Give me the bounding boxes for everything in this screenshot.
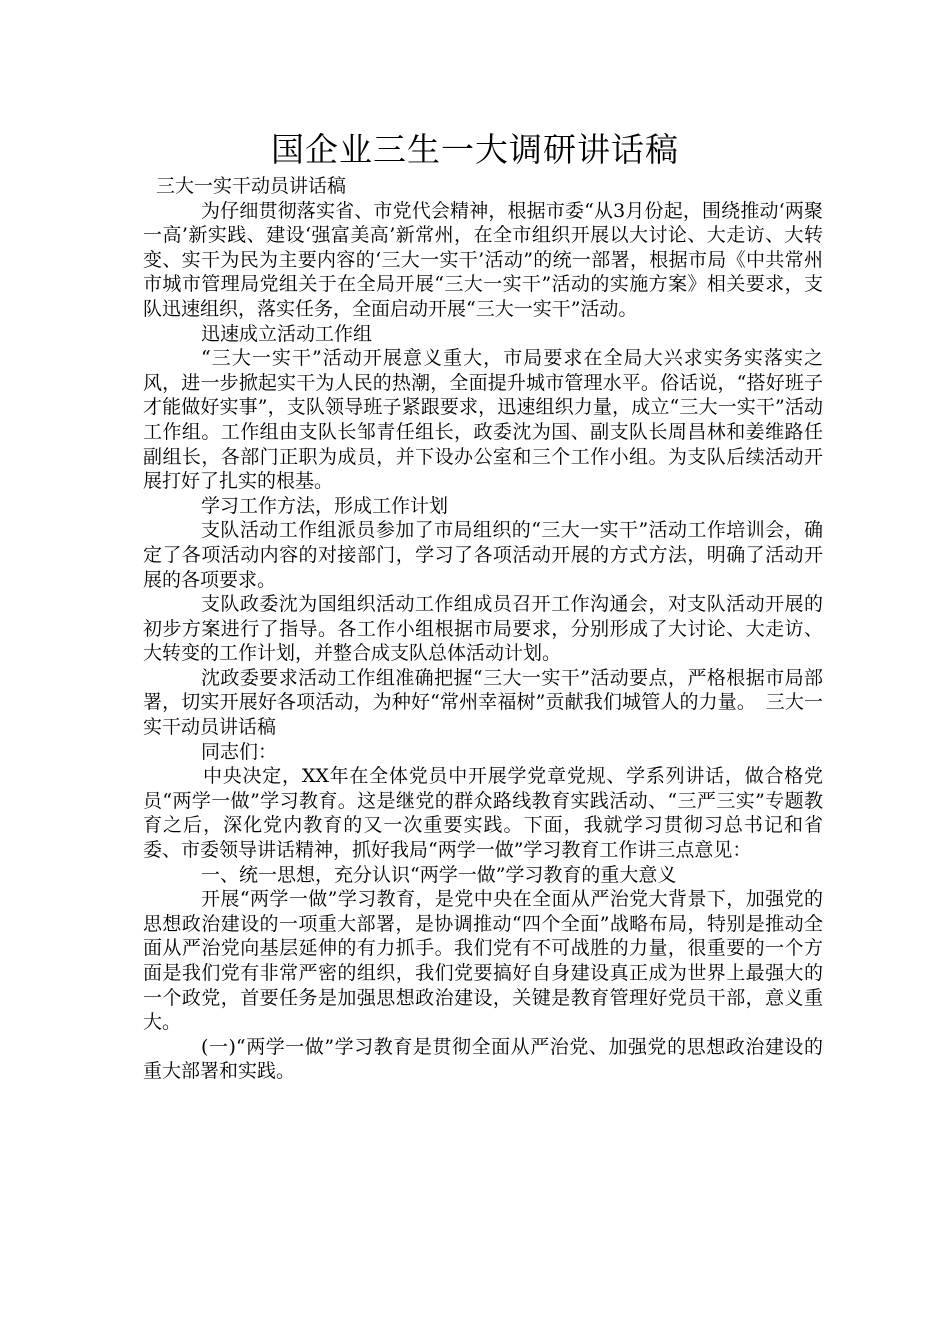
section-heading: 迅速成立活动工作组: [201, 322, 373, 345]
document-body: [143, 174, 823, 1084]
body-paragraph: 沈政委要求活动工作组准确把握“三大一实干”活动要点，严格根据市局部署，切实开展好各项活动，为种好“常州幸福树”贡献我们城管人的力量。 三大一实干动员讲话稿: [143, 666, 823, 739]
salutation: 同志们：: [201, 740, 278, 763]
body-paragraph: (一)“两学一做”学习教育是贯彻全面从严治党、加强党的思想政治建设的重大部署和实践。: [143, 1035, 823, 1083]
body-paragraph: 支队活动工作组派员参加了市局组织的“三大一实干”活动工作培训会，确定了各项活动内容的对接部门，学习了各项活动开展的方式方法，明确了活动开展的各项要求。: [143, 519, 823, 591]
subtitle-paragraph: 三大一实干动员讲话稿: [156, 175, 347, 197]
body-paragraph: “三大一实干”活动开展意义重大，市局要求在全局大兴求实务实落实之风，进一步掀起实干为人民的热潮，全面提升城市管理水平。俗话说，“搭好班子才能做好实事”，支队领导班子紧跟要求，迅速组织力量，成立“三大一实干”活动工作组。工作组由支队长邹青任组长，政委沈为国、副支队长周昌林和姜维路任副组长，各部门正职为成员，并下设办公室和三个工作小组。为支队后续活动开展打好了扎实的根基。: [143, 347, 823, 493]
body-paragraph: 开展“两学一做”学习教育，是党中央在全面从严治党大背景下，加强党的思想政治建设的一项重大部署，是协调推动“四个全面”战略布局，特别是推动全面从严治党向基层延伸的有力抓手。我们党有不可战胜的力量，很重要的一个方面是我们党有非常严密的组织，我们党要搞好自身建设真正成为世界上最强大的一个政党，首要任务是加强思想政治建设，关键是教育管理好党员干部，意义重大。: [143, 888, 823, 1034]
body-paragraph: 中央决定，XX年在全体党员中开展学党章党规、学系列讲话，做合格党员“两学一做”学习教育。这是继党的群众路线教育实践活动、“三严三实”专题教育之后，深化党内教育的又一次重要实践。下面，我就学习贯彻习总书记和省委、市委领导讲话精神，抓好我局“两学一做”学习教育工作讲三点意见：: [143, 765, 823, 862]
body-paragraph: 为仔细贯彻落实省、市党代会精神，根据市委“从3月份起，围绕推动‘两聚一高’新实践、建设‘强富美高’新常州，在全市组织开展以大讨论、大走访、大转变、实干为民为主要内容的‘三大一实干’活动”的统一部署，根据市局《中共常州市城市管理局党组关于在全局开展“三大一实干”活动的实施方案》相关要求，支队迅速组织，落实任务，全面启动开展“三大一实干”活动。: [143, 199, 823, 320]
section-heading: 学习工作方法，形成工作计划: [201, 494, 449, 517]
body-paragraph: 支队政委沈为国组织活动工作组成员召开工作沟通会，对支队活动开展的初步方案进行了指导。各工作小组根据市局要求，分别形成了大讨论、大走访、大转变的工作计划，并整合成支队总体活动计划。: [143, 593, 823, 665]
section-heading: 一、统一思想，充分认识“两学一做”学习教育的重大意义: [201, 863, 677, 886]
document-title: 国企业三生一大调研讲话稿: [271, 130, 679, 169]
